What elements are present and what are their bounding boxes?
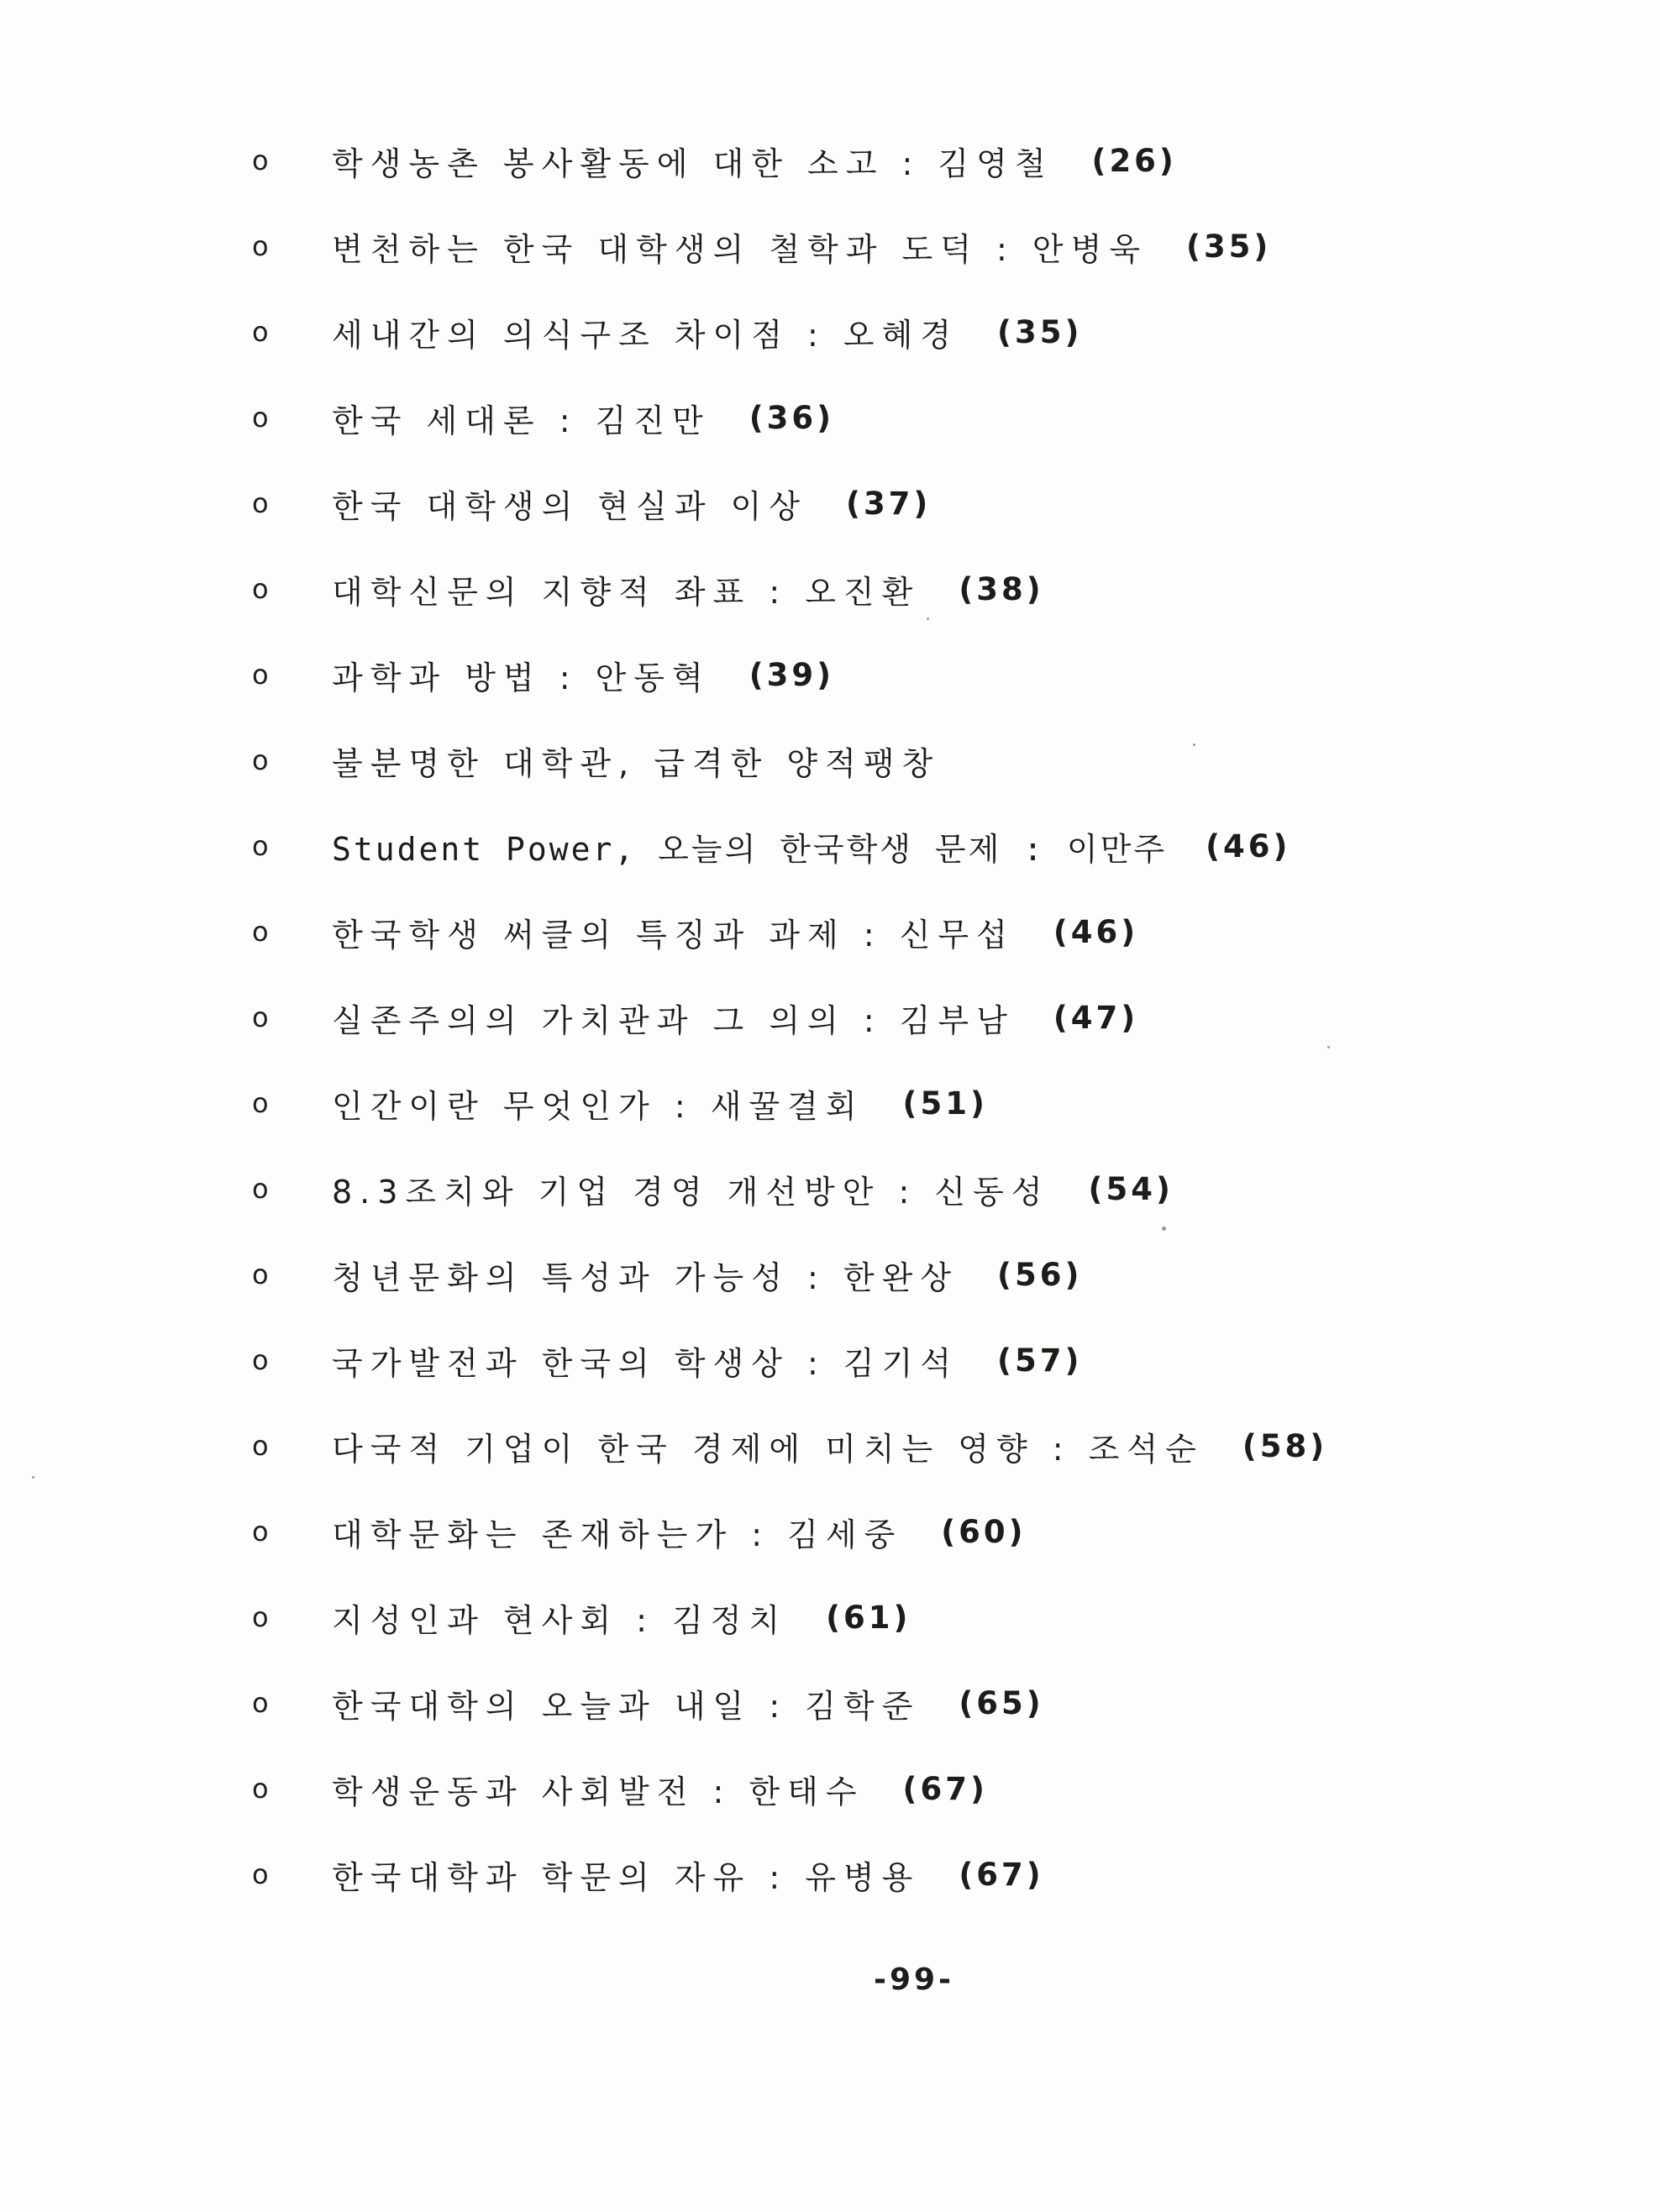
list-item bbox=[252, 1060, 1512, 1146]
page-reference: (36) bbox=[749, 399, 835, 436]
page-reference: (38) bbox=[959, 570, 1044, 607]
bullet-marker: o bbox=[252, 1001, 269, 1033]
bullet-marker: o bbox=[252, 1430, 269, 1462]
list-item bbox=[252, 1317, 1512, 1403]
bullet-marker: o bbox=[252, 487, 269, 519]
article-title: 한국 세대론 : 김진만 bbox=[332, 402, 711, 439]
page-reference: (37) bbox=[846, 485, 932, 522]
page-reference: (39) bbox=[749, 656, 835, 693]
list-item bbox=[252, 1574, 1512, 1660]
bullet-marker: o bbox=[252, 402, 269, 433]
article-title: 세내간의 의식구조 차이점 : 오혜경 bbox=[332, 316, 959, 354]
page-reference: (57) bbox=[997, 1342, 1083, 1379]
bullet-marker: o bbox=[252, 144, 269, 176]
article-title: 한국학생 써클의 특징과 과제 : 신무섭 bbox=[332, 916, 1015, 954]
bullet-marker: o bbox=[252, 1258, 269, 1290]
bullet-marker: o bbox=[252, 573, 269, 605]
bullet-marker: o bbox=[252, 1087, 269, 1119]
page-reference: (65) bbox=[959, 1684, 1044, 1721]
page-number: -99- bbox=[874, 1962, 954, 1997]
article-title: 과학과 방법 : 안동혁 bbox=[332, 659, 711, 696]
article-title: 한국대학의 오늘과 내일 : 김학준 bbox=[332, 1687, 921, 1725]
scan-speck bbox=[32, 1476, 34, 1479]
article-title: 불분명한 대학관, 급격한 양적팽창 bbox=[332, 744, 941, 782]
bullet-marker: o bbox=[252, 1344, 269, 1376]
page-reference: (67) bbox=[959, 1856, 1044, 1893]
page-reference: (35) bbox=[997, 313, 1083, 350]
article-title: 다국적 기업이 한국 경제에 미치는 영향 : 조석순 bbox=[332, 1430, 1204, 1468]
list-item bbox=[252, 975, 1512, 1060]
bullet-marker: o bbox=[252, 230, 269, 262]
list-item bbox=[252, 1403, 1512, 1489]
article-title: 대학신문의 지향적 좌표 : 오진환 bbox=[332, 573, 921, 611]
page-reference: (35) bbox=[1186, 228, 1272, 265]
scan-speck bbox=[927, 617, 929, 620]
list-item bbox=[252, 546, 1512, 632]
page-reference: (67) bbox=[902, 1770, 988, 1807]
page-reference: (61) bbox=[826, 1599, 911, 1636]
bullet-marker: o bbox=[252, 1773, 269, 1805]
article-title: 지성인과 현사회 : 김정치 bbox=[332, 1601, 788, 1639]
bullet-marker: o bbox=[252, 1858, 269, 1890]
article-title: 국가발전과 한국의 학생상 : 김기석 bbox=[332, 1344, 959, 1382]
page-reference: (26) bbox=[1091, 142, 1177, 179]
list-item bbox=[252, 375, 1512, 460]
list-item bbox=[252, 717, 1512, 803]
bullet-marker: o bbox=[252, 659, 269, 691]
list-item bbox=[252, 118, 1512, 203]
article-title: 실존주의의 가치관과 그 의의 : 김부남 bbox=[332, 1001, 1015, 1039]
list-item bbox=[252, 1146, 1512, 1232]
bullet-marker: o bbox=[252, 916, 269, 948]
list-item bbox=[252, 1232, 1512, 1317]
page-reference: (47) bbox=[1053, 999, 1139, 1036]
article-title: 한국 대학생의 현실과 이상 bbox=[332, 487, 808, 525]
bullet-marker: o bbox=[252, 1687, 269, 1719]
article-title: 인간이란 무엇인가 : 새꿀결회 bbox=[332, 1087, 864, 1125]
scan-speck bbox=[1327, 1046, 1330, 1048]
list-item bbox=[252, 1660, 1512, 1746]
list-item bbox=[252, 203, 1512, 289]
bullet-marker: o bbox=[252, 830, 269, 862]
article-list bbox=[252, 118, 1512, 1917]
article-title: 청년문화의 특성과 가능성 : 한완상 bbox=[332, 1258, 959, 1296]
article-title: 학생운동과 사회발전 : 한태수 bbox=[332, 1773, 864, 1810]
page-reference: (60) bbox=[941, 1513, 1027, 1550]
list-item bbox=[252, 889, 1512, 975]
list-item bbox=[252, 803, 1512, 889]
article-title: 8.3조치와 기업 경영 개선방안 : 신동성 bbox=[332, 1173, 1050, 1211]
article-title: 한국대학과 학문의 자유 : 유병용 bbox=[332, 1858, 921, 1896]
bullet-marker: o bbox=[252, 1516, 269, 1547]
article-title: Student Power, 오늘의 한국학생 문제 : 이만주 bbox=[332, 830, 1168, 868]
scan-speck bbox=[1162, 1227, 1166, 1231]
page-reference: (56) bbox=[997, 1256, 1083, 1293]
list-item bbox=[252, 460, 1512, 546]
page-reference: (58) bbox=[1242, 1427, 1328, 1464]
bullet-marker: o bbox=[252, 316, 269, 348]
article-title: 변천하는 한국 대학생의 철학과 도덕 : 안병욱 bbox=[332, 230, 1148, 268]
bullet-marker: o bbox=[252, 744, 269, 776]
list-item bbox=[252, 1746, 1512, 1831]
article-title: 대학문화는 존재하는가 : 김세중 bbox=[332, 1516, 903, 1553]
bullet-marker: o bbox=[252, 1601, 269, 1633]
bullet-marker: o bbox=[252, 1173, 269, 1205]
page-reference: (54) bbox=[1088, 1170, 1174, 1207]
scan-speck bbox=[1193, 743, 1195, 746]
page-reference: (46) bbox=[1053, 913, 1139, 950]
list-item bbox=[252, 1831, 1512, 1917]
article-title: 학생농촌 봉사활동에 대한 소고 : 김영철 bbox=[332, 144, 1053, 182]
list-item bbox=[252, 289, 1512, 375]
page-reference: (46) bbox=[1206, 828, 1291, 864]
page-reference: (51) bbox=[902, 1085, 988, 1122]
list-item bbox=[252, 632, 1512, 717]
list-item bbox=[252, 1489, 1512, 1574]
